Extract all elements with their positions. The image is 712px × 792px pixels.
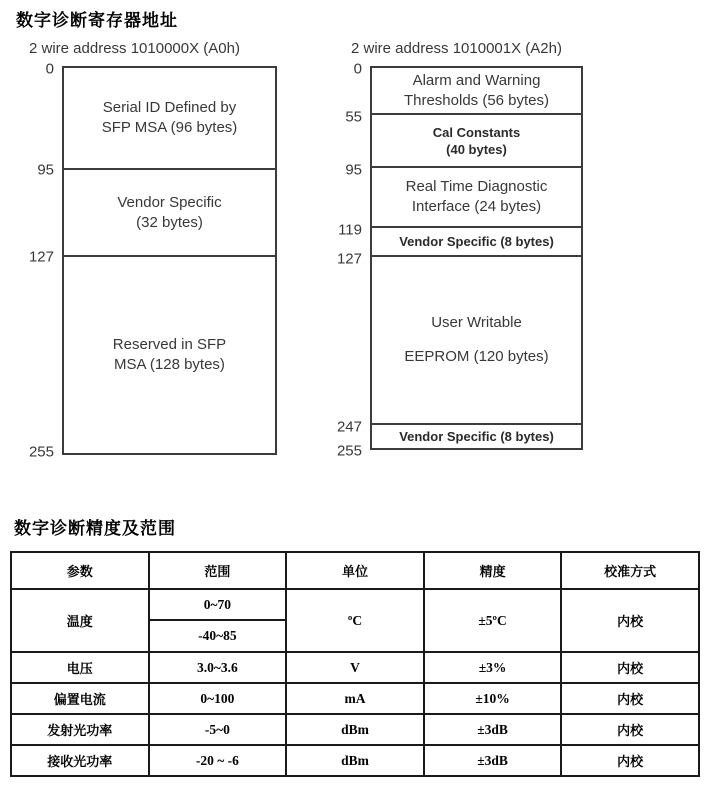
registers-section-title: 数字诊断寄存器地址: [16, 11, 178, 30]
accuracy-section-title: 数字诊断精度及范围: [14, 519, 176, 538]
alarm-warning-thresholds-block: [372, 68, 581, 115]
tx-accuracy: ±3dB: [424, 714, 562, 745]
table-row-temperature: [11, 589, 699, 620]
vendor-specific-247-block: [372, 425, 581, 448]
table-header-row: [11, 552, 699, 589]
tx-range: -5~0: [149, 714, 287, 745]
block-text-line: (32 bytes): [136, 213, 203, 231]
tx-unit: dBm: [286, 714, 424, 745]
diagnostic-spec-table: [10, 551, 700, 777]
a2-address-127: 127: [336, 250, 362, 268]
temperature-calibration: 内校: [561, 589, 699, 652]
bias-param: 偏置电流: [11, 683, 149, 714]
col-header-calibration: 校准方式: [561, 552, 699, 589]
a2-address-55: 55: [345, 108, 362, 126]
block-text-line: SFP MSA (96 bytes): [101, 119, 238, 136]
a2-memory-map: [370, 66, 583, 450]
col-header-accuracy: 精度: [424, 552, 562, 589]
col-header-parameter: 参数: [11, 552, 149, 589]
block-text-line: User Writable: [431, 314, 522, 331]
block-text-line: Serial ID Defined by: [102, 99, 237, 116]
a2-diagram-title: 2 wire address 1010001X (A2h): [351, 40, 562, 57]
block-text-line: Vendor Specific (8 bytes): [399, 429, 554, 444]
table-row-tx-power: [11, 714, 699, 745]
voltage-unit: V: [286, 652, 424, 683]
a2-address-255: 255: [336, 442, 362, 460]
voltage-accuracy: ±3%: [424, 652, 562, 683]
block-text-line: Real Time Diagnostic: [405, 178, 548, 195]
voltage-param: 电压: [11, 652, 149, 683]
cal-constants-block: [372, 115, 581, 168]
rx-range: -20 ~ -6: [149, 745, 287, 776]
block-text-line: Vendor Specific (8 bytes): [399, 234, 554, 249]
table-row-voltage: [11, 652, 699, 683]
a2-address-247: 247: [336, 418, 362, 436]
rx-param: 接收光功率: [11, 745, 149, 776]
a2-address-119: 119: [338, 221, 362, 239]
temperature-range-b: -40~85: [149, 620, 287, 652]
a2-address-95: 95: [345, 161, 362, 179]
bias-accuracy: ±10%: [424, 683, 562, 714]
vendor-specific-32-block: [64, 170, 275, 257]
tx-param: 发射光功率: [11, 714, 149, 745]
block-text-line: Thresholds (56 bytes): [403, 91, 550, 109]
realtime-diagnostic-block: [372, 168, 581, 228]
bias-unit: mA: [286, 683, 424, 714]
a2-address-0: 0: [353, 60, 362, 78]
table-row-bias-current: [11, 683, 699, 714]
block-text-line: EEPROM (120 bytes): [404, 348, 549, 365]
temperature-unit: ºC: [286, 589, 424, 652]
bias-calibration: 内校: [561, 683, 699, 714]
block-text-line: (40 bytes): [446, 141, 507, 157]
voltage-range: 3.0~3.6: [149, 652, 287, 683]
user-writable-eeprom-block: [372, 257, 581, 425]
rx-unit: dBm: [286, 745, 424, 776]
col-header-unit: 单位: [286, 552, 424, 589]
tx-calibration: 内校: [561, 714, 699, 745]
block-text-line: Interface (24 bytes): [411, 198, 542, 215]
rx-accuracy: ±3dB: [424, 745, 562, 776]
temperature-range-a: 0~70: [149, 589, 287, 620]
a0-address-95: 95: [37, 161, 54, 179]
vendor-specific-119-block: [372, 228, 581, 257]
temperature-accuracy: ±5ºC: [424, 589, 562, 652]
a0-diagram-title: 2 wire address 1010000X (A0h): [29, 40, 240, 57]
a0-address-0: 0: [45, 60, 54, 78]
block-text-line: MSA (128 bytes): [114, 356, 225, 373]
a0-address-255: 255: [28, 443, 54, 461]
block-text-line: Vendor Specific: [117, 193, 222, 211]
block-text-line: Alarm and Warning: [412, 71, 541, 89]
reserved-sfp-block: [64, 257, 275, 453]
table-row-rx-power: [11, 745, 699, 776]
serial-id-block: [64, 68, 275, 170]
a0-memory-map: [62, 66, 277, 455]
col-header-range: 范围: [149, 552, 287, 589]
bias-range: 0~100: [149, 683, 287, 714]
block-text-line: Cal Constants: [432, 124, 521, 140]
block-text-line: Reserved in SFP: [112, 336, 227, 353]
voltage-calibration: 内校: [561, 652, 699, 683]
rx-calibration: 内校: [561, 745, 699, 776]
temperature-param: 温度: [11, 589, 149, 652]
a0-address-127: 127: [28, 248, 54, 266]
